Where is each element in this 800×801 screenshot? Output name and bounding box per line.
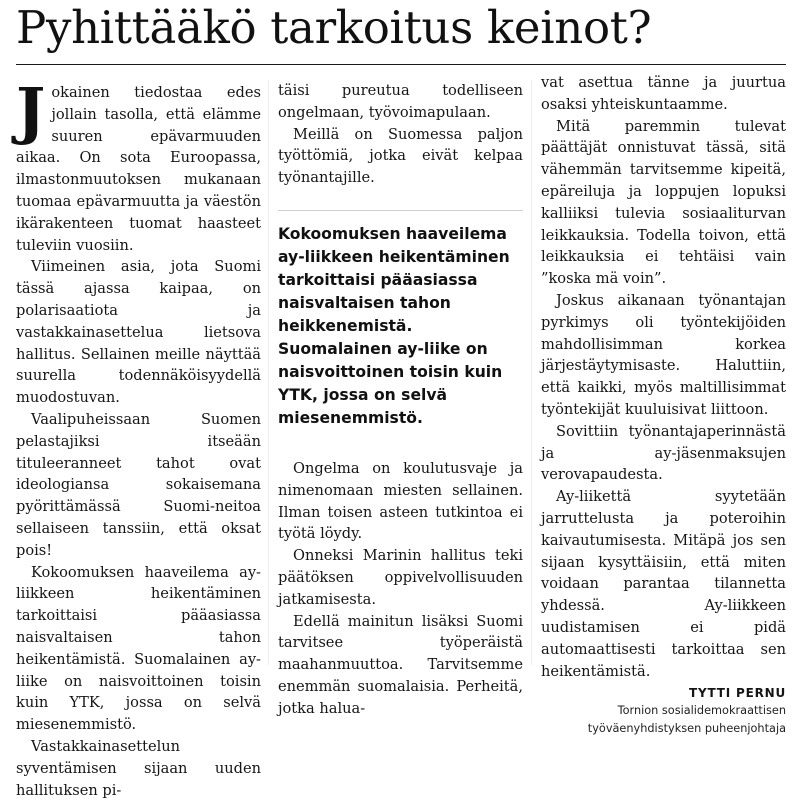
body-paragraph: Joskus aikanaan työnantajan pyrkimys oli työntekijöiden mahdollisimman korkea järjestäytymisaste. Haluttiin, että kaikki, myös maltillisimmat työntekijät kuuluisivat liittoon. [541, 291, 786, 418]
headline-rule [16, 64, 786, 65]
article-column-3 [541, 72, 786, 738]
body-paragraph: Sovittiin työnantajaperinnästä ja ay-jäsenmaksujen verovapaudesta. [541, 422, 786, 484]
body-paragraph: Vastakkainasettelun syventämisen sijaan uuden hallituksen pi- [16, 737, 261, 799]
body-paragraph: Jokainen tiedostaa edes jollain tasolla, että elämme suuren epävarmuuden aikaa. On sota Euroopassa, ilmastonmuutoksen mukanaan tuomaa epävarmuutta ja väestön ikärakenteen tuomat haasteet tuleviin vuosiin. [16, 74, 261, 254]
column-2-top [278, 80, 523, 189]
author-name: TYTTI PERNU [689, 686, 786, 701]
body-paragraph: Mitä paremmin tulevat päättäjät onnistuvat tässä, sitä vähemmän tarvitsemme kipeitä, epäreiluja ja loppujen lopuksi kalliiksi tulevia sosiaaliturvan leikkauksia. Todella toivon, että leikkauksia ei tehtäisi vain ”koska mä voin”. [541, 117, 786, 288]
pull-quote [278, 210, 523, 430]
drop-cap: J [16, 74, 46, 147]
body-paragraph: Vaalipuheissaan Suomen pelastajiksi itseään tituleeranneet tahot ovat ideologiansa sokaisemana pyörittämässä Suomi-neitoa sellaiseen tanssiin, että oksat pois! [16, 410, 261, 559]
body-paragraph: Viimeinen asia, jota Suomi tässä ajassa kaipaa, on polarisaatiota ja vastakkainasettelua lietsova hallitus. Sellainen meille näyttää suurella todennäköisyydellä muodostuvan. [16, 258, 261, 407]
body-paragraph: Edellä mainitun lisäksi Suomi tarvitsee työperäistä maahanmuuttoa. Tarvitsemme enemmän suomalaisia. Perheitä, jotka halua- [278, 612, 523, 717]
author-description: Tornion sosialidemokraattisen työväenyhdistyksen puheenjohtaja [587, 704, 786, 736]
column-divider [268, 80, 269, 665]
article-headline: Pyhittääkö tarkoitus keinot? [16, 1, 652, 54]
pull-quote-text: Kokoomuksen haaveilema ay-liikkeen heikentäminen tarkoittaisi pääasiassa naisvaltaisen tahon heikkenemistä. Suomalainen ay-liike on naisvoittoinen toisin kuin YTK, jossa on selvä miesenemmistö. [278, 225, 510, 427]
body-paragraph: Onneksi Marinin hallitus teki päätöksen oppivelvollisuuden jatkamisesta. [278, 547, 523, 608]
body-paragraph: Ay-liikettä syytetään jarruttelusta ja poteroihin kaivautumisesta. Mitäpä jos sen sijaan kysyttäisiin, että miten voidaan parantaa tilannetta yhdessä. Ay-liikkeen uudistamisen ei pidä automaattisesti tarkoittaa sen heikentämistä. [541, 488, 786, 680]
body-paragraph: Meillä on Suomessa paljon työttömiä, jotka eivät kelpaa työnantajille. [278, 125, 523, 187]
column-2-bottom [278, 458, 523, 720]
column-divider [531, 80, 532, 665]
body-paragraph: Ongelma on koulutusvaje ja nimenomaan miesten sellainen. Ilman toisen asteen tutkintoa ei työtä löydy. [278, 460, 523, 543]
body-paragraph: Kokoomuksen haaveilema ay-liikkeen heikentäminen tarkoittaisi pääasiassa naisvaltaisen tahon heikentämistä. Suomalainen ay-liike on naisvoittoinen toisin kuin YTK, jossa on selvä miesenemmistö. [16, 563, 261, 734]
body-paragraph: vat asettua tänne ja juurtua osaksi yhteiskuntaamme. [541, 74, 786, 113]
body-paragraph: täisi pureutua todelliseen ongelmaan, työvoimapulaan. [278, 82, 523, 121]
article-column-1 [16, 74, 261, 801]
